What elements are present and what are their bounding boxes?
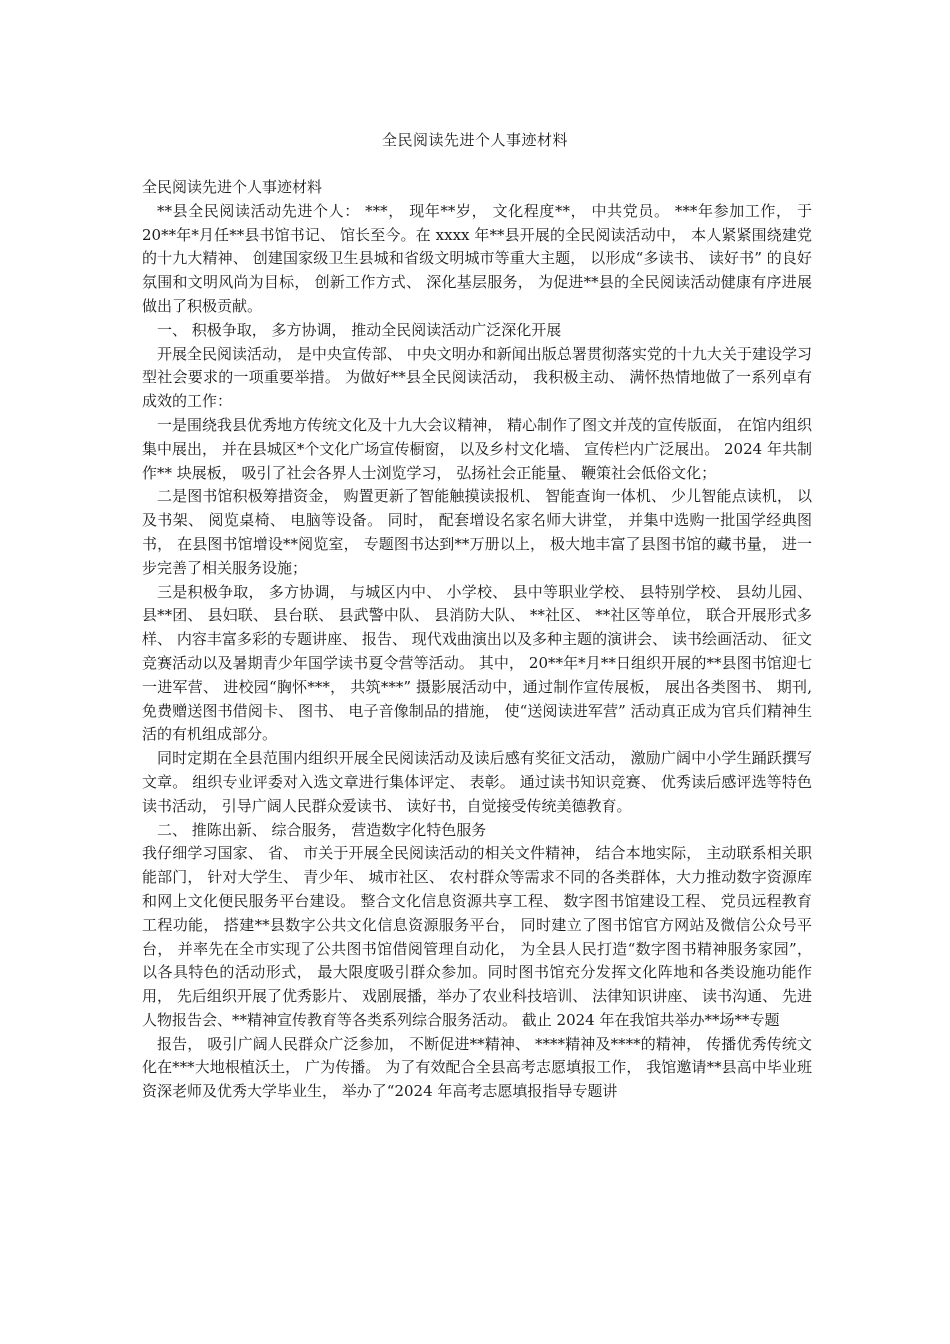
paragraph: 同时定期在全县范围内组织开展全民阅读活动及读后感有奖征文活动， 激励广阔中小学生踊跃撰写文章。 组织专业评委对入选文章进行集体评定、 表彰。 通过读书知识竞赛、 优秀读后感评选等特色读书活动， 引导广阔人民群众爱读书、 读好书，自觉接受传统美德教育。	[142, 749, 812, 815]
paragraph: 二是图书馆积极筹措资金， 购置更新了智能触摸读报机、 智能查询一体机、 少儿智能点读机， 以及书架、 阅览桌椅、 电脑等设备。 同时， 配套增设名家名师大讲堂， 并集中选购一批国学经典图书， 在县图书馆增设**阅览室， 专题图书达到**万册以上， 极大地丰富了县图书馆的藏书量， 进一步完善了相关服务设施；	[142, 487, 812, 577]
paragraph: 我仔细学习国家、 省、 市关于开展全民阅读活动的相关文件精神， 结合本地实际， 主动联系相关职能部门， 针对大学生、 青少年、 城市社区、 农村群众等需求不同的各类群体，大力推动数字资源库和网上文化便民服务平台建设。 整合文化信息资源共享工程、 数字图书馆建设工程、 党员远程教育工程功能， 搭建**县数字公共文化信息资源服务平台， 同时建立了图书馆官方网站及微信公众号平台， 并率先在全市实现了公共图书馆借阅管理自动化， 为全县人民打造“数字图书精神服务家园”， 以各具特色的活动形式， 最大限度吸引群众参加。同时图书馆充分发挥文化阵地和各类设施功能作用， 先后组织开展了优秀影片、 戏剧展播，举办了农业科技培训、 法律知识讲座、 读书沟通、 先进人物报告会、**精神宣传教育等各类系列综合服务活动。 截止 2024 年在我馆共举办**场**专题	[142, 844, 812, 1029]
paragraph: 开展全民阅读活动， 是中央宣传部、 中央文明办和新闻出版总署贯彻落实党的十九大关于建设学习型社会要求的一项重要举措。 为做好**县全民阅读活动， 我积极主动、 满怀热情地做了一系列卓有成效的工作：	[142, 344, 812, 411]
paragraph: 全民阅读先进个人事迹材料	[142, 178, 323, 196]
document-title: 全民阅读先进个人事迹材料	[381, 131, 568, 149]
paragraph: 一、 积极争取， 多方协调， 推动全民阅读活动广泛深化开展	[157, 320, 562, 339]
paragraph: **县全民阅读活动先进个人： ***， 现年**岁， 文化程度**， 中共党员。 ***年参加工作， 于 20**年*月任**县书馆书记、 馆长至今。在 xxxx 年**县开展的全民阅读活动中， 本人紧紧围绕建党的十九大精神、 创建国家级卫生县城和省级文明城市等重大主题， 以形成“多读书、 读好书” 的良好氛围和文明风尚为目标， 创新工作方式、 深化基层服务， 为促进**县的全民阅读活动健康有序进展做出了积极贡献。	[142, 201, 812, 315]
paragraph: 报告， 吸引广阔人民群众广泛参加， 不断促进**精神、 ****精神及****的精神， 传播优秀传统文化在***大地根植沃土， 广为传播。 为了有效配合全县高考志愿填报工作， 我馆邀请**县高中毕业班资深老师及优秀大学毕业生， 举办了“2024 年高考志愿填报指导专题讲	[142, 1034, 812, 1101]
paragraph: 一是围绕我县优秀地方传统文化及十九大会议精神， 精心制作了图文并茂的宣传版面， 在馆内组织集中展出， 并在县城区*个文化广场宣传橱窗， 以及乡村文化墙、 宣传栏内广泛展出。 2024 年共制作** 块展板， 吸引了社会各界人士浏览学习， 弘扬社会正能量、 鞭策社会低俗文化；	[142, 415, 812, 482]
paragraph: 二、 推陈出新、 综合服务， 营造数字化特色服务	[157, 820, 487, 839]
document-body	[142, 176, 812, 1104]
paragraph: 三是积极争取， 多方协调， 与城区内中、 小学校、 县中等职业学校、 县特别学校、 县幼儿园、县**团、 县妇联、 县台联、 县武警中队、 县消防大队、 **社区、 **社区等单位， 联合开展形式多样、 内容丰富多彩的专题讲座、 报告、 现代戏曲演出以及多种主题的演讲会、 读书绘画活动、 征文竞赛活动以及暑期青少年国学读书夏令营等活动。 其中， 20**年*月**日组织开展的**县图书馆迎七一进军营、 进校园“胸怀***， 共筑***” 摄影展活动中，通过制作宣传展板， 展出各类图书、 期刊,免费赠送图书借阅卡、 图书、 电子音像制品的措施， 使“送阅读进军营” 活动真正成为官兵们精神生活的有机组成部分。	[142, 582, 812, 744]
